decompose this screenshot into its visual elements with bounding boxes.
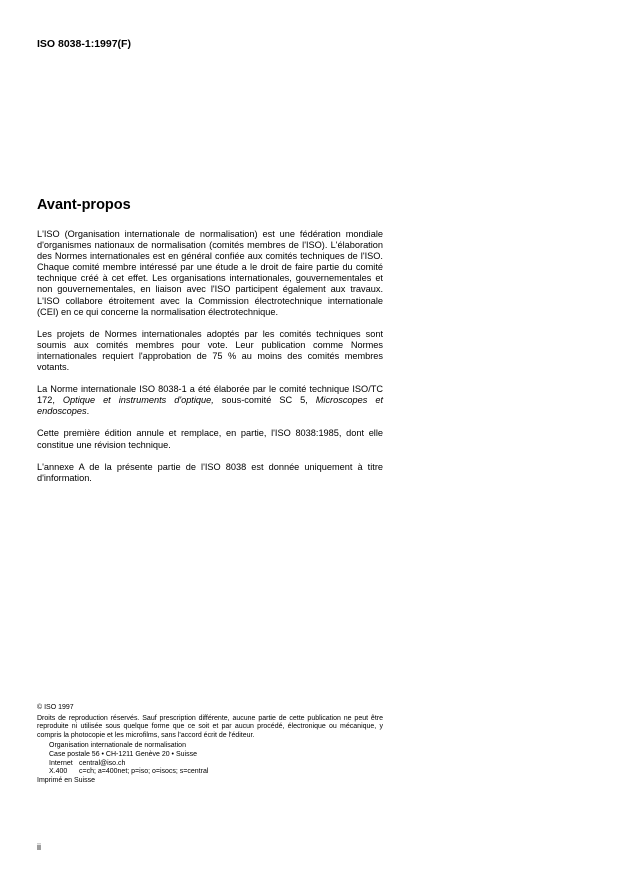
org-name: Organisation internationale de normalisation xyxy=(49,742,186,750)
printed-in: Imprimé en Suisse xyxy=(37,776,95,784)
x400-row xyxy=(49,768,383,777)
paragraph-3-part-a: La Norme internationale ISO 8038-1 a été élaborée par le comité technique ISO/TC 172, xyxy=(37,384,383,406)
paragraph-3-part-c: sous-comité SC 5, xyxy=(213,395,316,406)
paragraph-2: Les projets de Normes internationales adoptés par les comités techniques sont soumis aux comités membres pour vote. Leur publication comme Normes internationales requiert l'approbation de 75 % au moins des comités membres votants. xyxy=(37,328,383,373)
internet-row xyxy=(49,760,383,769)
x400-value: c=ch; a=400net; p=iso; o=isocs; s=central xyxy=(79,768,209,776)
page-number: ii xyxy=(37,842,41,852)
paragraph-1: L'ISO (Organisation internationale de normalisation) est une fédération mondiale d'organismes nationaux de normalisation (comités membres de l'ISO). L'élaboration des Normes internationales est en général confiée aux comités techniques de l'ISO. Chaque comité membre intéressé par une étude a le droit de faire partie du comité technique créé à cet effet. Les organisations internationales, gouvernementales et non gouvernementales, en liaison avec l'ISO participent également aux travaux. L'ISO collabore étroitement avec la Commission électrotechnique internationale (CEI) en ce qui concerne la normalisation électrotechnique. xyxy=(37,229,383,317)
paragraph-4: Cette première édition annule et remplace, en partie, l'ISO 8038:1985, dont elle constitue une révision technique. xyxy=(37,428,383,450)
publisher-address xyxy=(37,742,383,776)
subcommittee-title: Microscopes et endoscopes xyxy=(37,395,383,417)
copyright-footer xyxy=(37,704,383,785)
copyright-line: © ISO 1997 xyxy=(37,704,74,711)
internet-label: Internet xyxy=(49,759,73,767)
committee-title: Optique et instruments d'optique, xyxy=(62,395,214,406)
section-title: Avant-propos xyxy=(37,197,131,213)
document-code: ISO 8038-1:1997(F) xyxy=(37,38,131,50)
internet-value: central@iso.ch xyxy=(79,759,126,767)
paragraph-3-part-e: . xyxy=(86,406,90,417)
paragraph-3 xyxy=(37,384,383,417)
paragraph-5: L'annexe A de la présente partie de l'ISO 8038 est donnée uniquement à titre d'information. xyxy=(37,461,383,483)
rights-notice: Droits de reproduction réservés. Sauf prescription différente, aucune partie de cette publication ne peut être reproduite ni utilisée sous quelque forme que ce soit et par aucun procédé, électronique ou mécanique, y compris la photocopie et les microfilms, sans l'accord écrit de l'éditeur. xyxy=(37,714,383,739)
x400-label: X.400 xyxy=(49,768,68,776)
postal-address: Case postale 56 • CH-1211 Genève 20 • Suisse xyxy=(49,750,197,758)
foreword-body xyxy=(37,229,383,495)
